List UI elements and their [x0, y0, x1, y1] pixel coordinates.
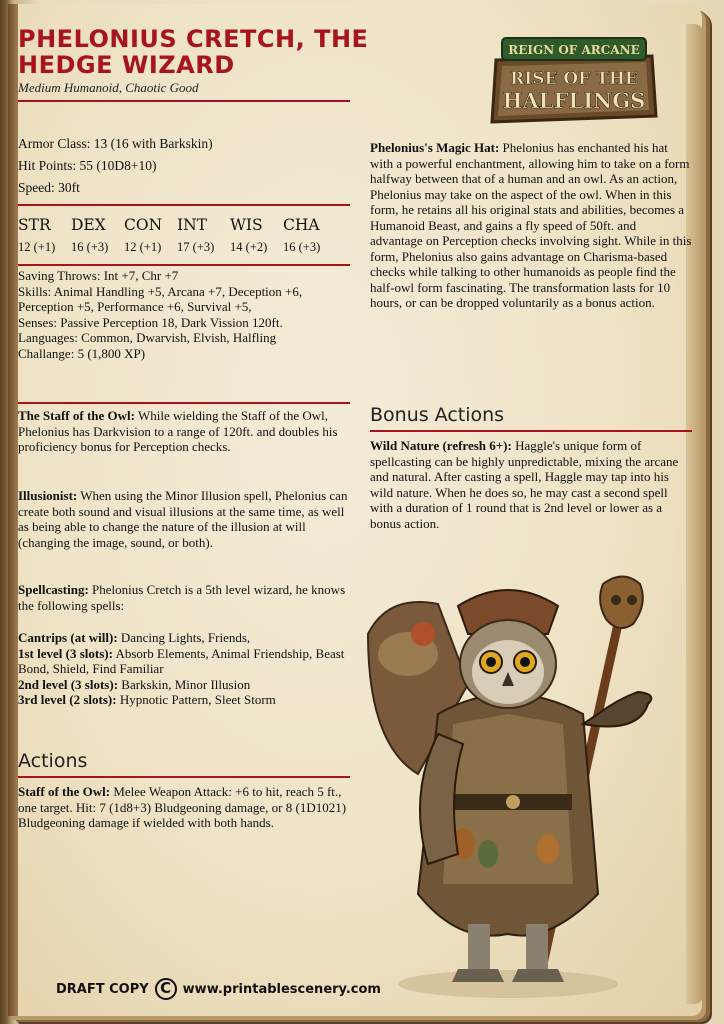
footer: [56, 978, 381, 1000]
copyright-icon: C: [155, 978, 177, 1000]
spell-names: Hypnotic Pattern, Sleet Storm: [116, 692, 276, 707]
monster-name: PHELONIUS CRETCH, THE HEDGE WIZARD: [18, 25, 369, 79]
ability-label: STR: [18, 216, 51, 234]
action-staff: [18, 784, 350, 831]
logo-line3: HALFLINGS: [502, 88, 646, 113]
spell-row: [18, 630, 350, 646]
trait-name: Wild Nature (refresh 6+):: [370, 438, 512, 453]
monster-meta: Medium Humanoid, Chaotic Good: [18, 80, 199, 95]
parchment-page: [8, 4, 702, 1016]
draft-label: DRAFT COPY: [56, 981, 149, 997]
spell-row: [18, 646, 350, 677]
trait-text: Phelonius Cretch is a 5th level wizard, he knows the following spells:: [18, 582, 346, 613]
trait-name: The Staff of the Owl:: [18, 408, 135, 423]
trait-wild-nature: [370, 438, 692, 531]
actions-heading: Actions: [18, 750, 88, 772]
trait-text: Haggle's unique form of spellcasting can be highly unpredictable, mixing the arcane and natural. After casting a spell, Haggle may tap into his wild nature. When he does so, he may cast a second spell with a duration of 1 round that is 2nd level or lower as a bonus action.: [370, 438, 679, 531]
ability-value: 12 (+1): [18, 240, 56, 254]
spell-level: Cantrips (at will):: [18, 630, 118, 645]
spell-row: [18, 692, 350, 708]
action-name: Staff of the Owl:: [18, 784, 111, 799]
ability-label: WIS: [230, 216, 263, 234]
trait-name: Illusionist:: [18, 488, 78, 503]
ability-value: 14 (+2): [230, 240, 268, 254]
divider: [18, 776, 350, 778]
spell-level: 1st level (3 slots):: [18, 645, 113, 661]
divider: [370, 430, 692, 432]
spell-names: Dancing Lights, Friends,: [117, 630, 251, 645]
trait-illusionist: [18, 488, 350, 550]
trait-text: When using the Minor Illusion spell, Phelonius can create both sound and visual illusions at the same time, as well as being able to change the nature of the illusion at will (changing the image, sound, or both).: [18, 488, 348, 550]
divider: [18, 402, 350, 404]
spell-row: [18, 677, 350, 693]
senses: Senses: Passive Perception 18, Dark Vission 120ft.: [18, 314, 283, 330]
ability-label: INT: [177, 216, 208, 234]
challenge: Challange: 5 (1,800 XP): [18, 345, 146, 361]
spell-level: 2nd level (3 slots):: [18, 676, 119, 692]
divider: [18, 204, 350, 206]
owl-wizard-illustration: [348, 564, 668, 1004]
trait-name: Spellcasting:: [18, 582, 89, 597]
trait-spellcasting: [18, 582, 350, 613]
logo-line1: REIGN OF ARCANE: [508, 43, 640, 57]
divider: [18, 264, 350, 266]
languages: Languages: Common, Dwarvish, Elvish, Halfling: [18, 330, 277, 345]
logo-line2: RISE OF THE: [510, 69, 638, 89]
saving-throws: Saving Throws: Int +7, Chr +7: [18, 268, 179, 283]
details-block: [18, 268, 350, 361]
hit-points: Hit Points: 55 (10D8+10): [18, 158, 157, 173]
spell-names: Barkskin, Minor Illusion: [118, 676, 251, 692]
skills: Skills: Animal Handling +5, Arcana +7, Deception +6, Perception +5, Performance +6, Survival +5,: [18, 283, 303, 314]
rise-of-the-halflings-logo: [486, 30, 662, 130]
divider: [18, 100, 350, 102]
book-binding: [8, 4, 18, 1016]
spell-list: [18, 630, 350, 708]
ability-value: 17 (+3): [177, 240, 215, 254]
ability-label: DEX: [71, 216, 106, 234]
website-url: www.printablescenery.com: [182, 981, 381, 997]
bonus-actions-heading: Bonus Actions: [370, 404, 505, 426]
ability-value: 16 (+3): [283, 240, 321, 254]
armor-class: Armor Class: 13 (16 with Barkskin): [18, 136, 213, 151]
trait-text: Phelonius has enchanted his hat with a powerful enchantment, allowing him to take on a form halfway between that of a human and an owl. As an action, Phelonius may take on the aspect of the owl. When in this form, he retains all his original stats and abilities, becomes a Humanoid Beast, and gains a fly speed of 50ft. and advantage on Perception checks involving sight. While in this form, Phelonius also gains advantage on Charisma-based checks while talking to other humanoids as people find the half-owl form fascinating. The transformation lasts for 10 hours, or can be dropped voluntarily as a bonus action.: [370, 140, 692, 310]
ability-value: 16 (+3): [71, 240, 109, 254]
spell-names: Absorb Elements, Animal Friendship, Beast Bond, Shield, Find Familiar: [18, 645, 345, 676]
action-text: Melee Weapon Attack: +6 to hit, reach 5 ft., one target. Hit: 7 (1d8+3) Bludgeoning damage, or 8 (1D1021) Bludgeoning damage if wielded with both hands.: [18, 784, 347, 830]
spell-level: 3rd level (2 slots):: [18, 692, 117, 707]
trait-name: Phelonius's Magic Hat:: [370, 140, 500, 155]
trait-magic-hat: [370, 140, 692, 311]
ability-label: CHA: [283, 216, 320, 234]
trait-staff: [18, 408, 350, 455]
ability-label: CON: [124, 216, 163, 234]
trait-text: While wielding the Staff of the Owl, Phelonius has Darkvision to a range of 120ft. and doubles his proficiency bonus for Perception checks.: [18, 408, 338, 454]
ability-scores: [18, 216, 348, 255]
ability-value: 12 (+1): [124, 240, 162, 254]
speed: Speed: 30ft: [18, 180, 80, 195]
